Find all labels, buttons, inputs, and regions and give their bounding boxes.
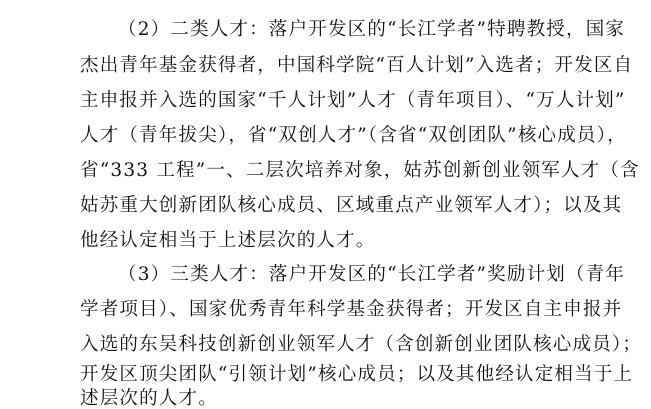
paragraph-2-line-2: 杰出青年基金获得者，中国科学院“百人计划”入选者；开发区自: [80, 55, 634, 76]
paragraph-2-line-6: 姑苏重大创新团队核心成员、区域重点产业领军人才）；以及其: [80, 195, 623, 216]
paragraph-2-line-4: 人才（青年拔尖），省“双创人才”（含省“双创团队”核心成员），: [80, 125, 627, 146]
paragraph-3-line-1: （3）三类人才：落户开发区的“长江学者”奖励计划（青年: [118, 264, 626, 285]
paragraph-3-line-4: 开发区顶尖团队“引领计划”核心成员；以及其他经认定相当于上: [80, 364, 634, 385]
paragraph-2-line-1: （2）二类人才：落户开发区的“长江学者”特聘教授，国家: [118, 19, 626, 40]
paragraph-2-line-3: 主申报并入选的国家“千人计划”人才（青年项目）、“万人计划”: [80, 90, 626, 111]
paragraph-3-line-2: 学者项目）、国家优秀青年科学基金获得者；开发区自主申报并: [80, 299, 623, 320]
paragraph-2-line-5: 省“333 工程”一、二层次培养对象，姑苏创新创业领军人才（含: [80, 160, 640, 181]
paragraph-2-line-7: 他经认定相当于上述层次的人才。: [80, 230, 376, 251]
paragraph-3-line-5: 述层次的人才。: [80, 388, 218, 409]
paragraph-3-line-3: 入选的东吴科技创新创业领军人才（含创新创业团队核心成员）；: [80, 334, 643, 355]
